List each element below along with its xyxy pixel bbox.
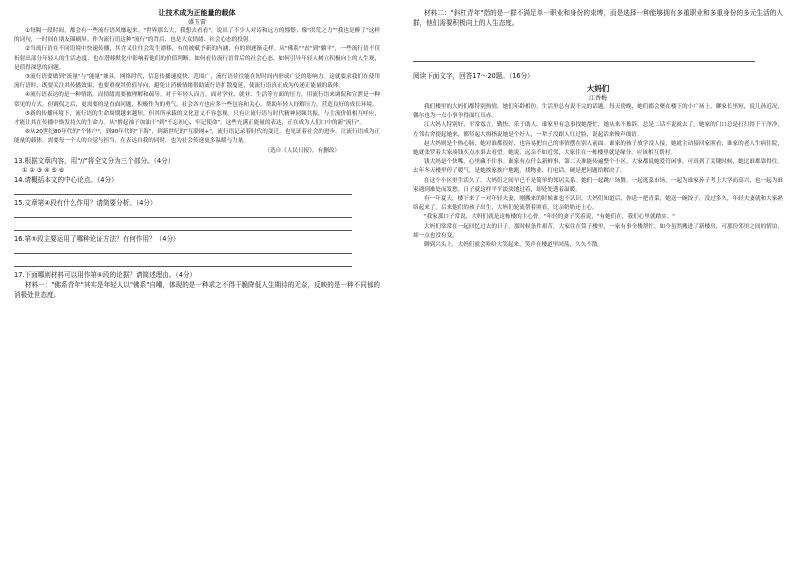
story-paragraph: 赵大妈则是个热心肠，她对谁都很好，也容易把自己的事情摆在别人前面。谁家的孩子放学没人接，她就主动接回家照看；谁家的老人生病住院，她就张罗着大家凑钱买点水果去看望。她说，远亲不如近邻，大家住在一栋楼里就是缘分，应该相互帮衬。: [413, 140, 783, 157]
story-author: 江香梅: [588, 95, 607, 102]
article-paragraph: ②当流行语在不同语境中快速传播，其含义往往会发生漂移，有的被赋予新的内涵，有的则逐渐走样。从"佛系""丧"到"躺平"，一些流行语不仅折射出部分年轻人的生活态度，也在潜移默化中影响着他们的价值判断。如何看待流行语背后的社会心态，如何引导年轻人树立积极向上的人生观，是值得深思的问题。: [14, 46, 380, 71]
answer-line[interactable]: [413, 52, 755, 62]
right-column: [413, 8, 783, 250]
material-one: 材料一："佛系青年"其实是年轻人以"佛系"自嘲，体现的是一种求之不得干脆降低人生期待的无奈，反映的是一种不同郁的消极处世态度。: [14, 280, 381, 299]
answer-line[interactable]: [14, 208, 352, 218]
story-paragraph: 钱大妈是个快嘴，心里藏不住事。谁家有点什么新鲜事，第二天准能传遍整个小区。大家都说她爱管闲事，可真到了关键时候，她比谁都靠得住。去年冬天楼里停了暖气，是她挨家挨户地跑，找物业、打电话，硬是把问题给解决了。: [413, 159, 783, 175]
answer-line[interactable]: [14, 221, 352, 231]
reading-prompt: 阅读下面文字，回答17～20题。（16分）: [413, 72, 534, 80]
article-author: 盛玉雷: [187, 19, 206, 26]
story-paragraph: 聊到兴头上，大妈们就会哈哈大笑起来，笑声在楼道里回荡，久久不散。: [424, 242, 604, 249]
question-15: 15.文章第④段有什么作用？请简要分析。（4分）: [14, 198, 157, 207]
story-paragraph: 我们楼里的大妈们都特别热情，她们年龄相仿，生活里总有说不完的话题。每天傍晚，她们都会聚在楼下的小广场上，聊家长里短，说儿孙近况，偶尔也为一点小事争得面红耳赤。: [413, 104, 783, 120]
story-paragraph: 在这个小区里生活久了，大妈们之间早已不是简单的邻居关系。她们一起跳广场舞，一起逛菜市场，一起为谁家孙子考上大学而高兴，也一起为谁家遇到难处而发愁。日子就这样平平淡淡地过着，却处处透着温暖。: [413, 177, 783, 193]
material-two: 材料二："斜杠青年"指的是一群不满足单一职业和身份的束缚，而是选择一种能够拥有多重职业和多重身份的多元生活的人群，他们需要积极向上的人生态度。: [413, 9, 783, 27]
question-17: 17.下面哪则材料可以用作第⑥段的论据？请简述理由。（4分）: [14, 270, 197, 279]
article-source: （选自《人民日报》，有删改）: [264, 147, 340, 154]
article-paragraph: ⑥从20世纪80年代的"个体户"，到90年代的"下海"，到新世纪的"互联网+"，流行语记录着时代的变迁，也见证着社会的进步。让流行语成为正能量的载体，需要每一个人的自觉与担当，在表达自我的同时，也为社会传递更多温暖与力量。: [14, 129, 380, 145]
article-paragraph: ①每隔一段时间，都会有一些流行语风靡起来。"世界那么大，我想去看看"，说出了不少人对诗和远方的憧憬；像"洪荒之力""我也是醉了"这样的词句，一时间在朋友圈刷屏。作为流行语这种"流行"的背后，也是大众情绪、社会心态的投射。: [14, 28, 380, 44]
question-13: 13.根据文章内容，用"//"将全文分为三个部分。（4分）: [14, 156, 175, 165]
story-title: 大妈们: [586, 84, 610, 93]
question-13-options: ①②③④⑤⑥: [22, 166, 67, 174]
story-paragraph: "我家那口子常说，大妈们就是这栋楼的主心骨。"年轻的妻子笑着说，"有她们在，我们心里就踏实。": [424, 214, 675, 221]
answer-line[interactable]: [14, 185, 352, 195]
story-paragraph: 大妈们常常在一起回忆过去的日子。那时候条件艰苦，大家住在筒子楼里，一家有事全楼帮忙。如今虽然搬进了新楼房，可那份邻里之间的情谊，却一点也没有变。: [413, 223, 783, 239]
answer-line[interactable]: [14, 244, 352, 254]
answer-line[interactable]: [14, 257, 352, 267]
story-paragraph: 有一年夏天，楼下来了一对年轻夫妻，刚搬来的时候谁也不认识。大妈们知道后，你送一把青菜，她送一碗饺子，没过多久，年轻夫妻就和大家熟络起来了。后来他们的孩子出生，大妈们轮流帮着照看，比亲奶奶还上心。: [413, 196, 783, 212]
story-paragraph: 江大妈人特别好，平常寡言，勤快，乐于助人。谁家里有急事找她帮忙，她从来不推辞，总是二话不说就去了。她家的门口总是打扫得干干净净，左邻右舍提起她来，都竖起大拇指说她是个好人，一辈子没跟人红过脸，说起话来慢声细语。: [413, 122, 783, 138]
article-paragraph: ③流行语要做到"流量"与"能量"兼具。网络时代，信息传播速度快、范围广，流行语往往能在短时间内形成广泛的影响力。这就要求我们在使用流行语时，既要关注其传播效果，也要重视其价值导向，避免让消极情绪借助流行语扩散蔓延，使流行语真正成为传递正能量的载体。: [14, 74, 380, 90]
article-title: 让技术成为正能量的载体: [158, 9, 236, 17]
question-16: 16.第⑤段主要运用了哪种论证方法？有何作用？（4分）: [14, 234, 180, 243]
article-paragraph: ④流行语表达的是一种情绪，而情绪需要被理解和疏导。对于年轻人而言，面对学业、就业、生活等方面的压力，用流行语来调侃和宣泄是一种常见的方式。但调侃之后，更需要的是直面问题、积极作为的勇气。社会各方也应多一些包容和关心，帮助年轻人纾解压力，营造良好的成长环境。: [14, 92, 380, 108]
left-column: [14, 8, 380, 300]
article-paragraph: ⑤新的传播环境下，流行语的生命周期越来越短，但其所承载的文化意义不容忽视。只有让流行语与时代精神同频共振，与主流价值相互呼应，才能让其在传播中焕发持久的生命力。从"撸起袖子加油干"到"不忘初心、牢记使命"，这些充满正能量的表达，正在成为人们口中的新"流行"。: [14, 110, 380, 127]
question-14: 14.请概括本文的中心论点。（4分）: [14, 175, 118, 184]
